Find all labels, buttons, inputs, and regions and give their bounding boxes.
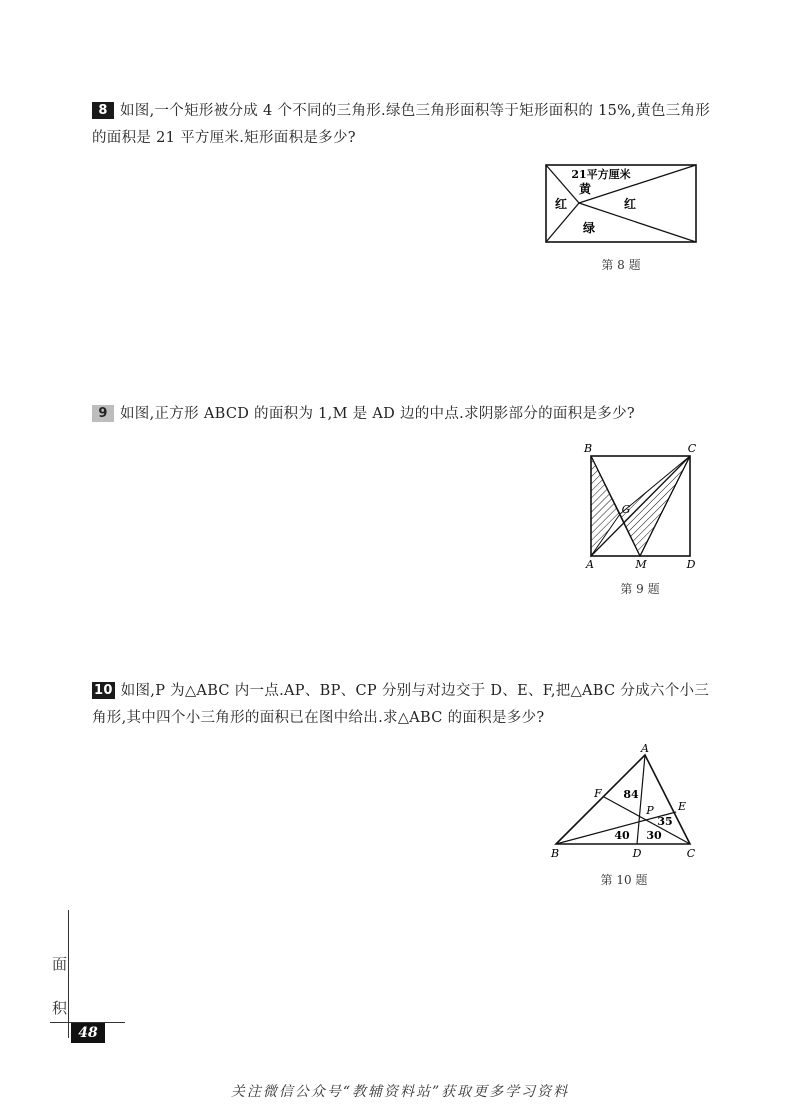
label-E: E bbox=[677, 800, 687, 813]
footer-notice: 关注微信公众号“教辅资料站”获取更多学习资料 bbox=[230, 1084, 570, 1100]
label-M: M bbox=[635, 558, 647, 571]
side-char-mian: 面 bbox=[52, 955, 68, 973]
page-number: 48 bbox=[71, 1023, 105, 1043]
problem-8-text bbox=[92, 98, 712, 152]
label-red-right: 红 bbox=[623, 197, 637, 211]
label-D: D bbox=[632, 847, 642, 860]
label-red-left: 红 bbox=[554, 197, 568, 211]
problem-number-8: 8 bbox=[92, 102, 114, 119]
label-B: B bbox=[583, 442, 593, 455]
area-40: 40 bbox=[614, 829, 630, 842]
label-P: P bbox=[646, 804, 654, 817]
label-yellow: 黄 bbox=[578, 182, 592, 196]
figure-9-square bbox=[580, 440, 705, 570]
area-84: 84 bbox=[623, 788, 639, 801]
problem-9 bbox=[92, 401, 712, 428]
label-D: D bbox=[686, 558, 696, 571]
caption-9: 第 9 题 bbox=[620, 582, 660, 596]
area-35: 35 bbox=[657, 815, 673, 828]
problem-9-text bbox=[92, 401, 712, 428]
problem-number-9: 9 bbox=[92, 405, 114, 422]
problem-10-body: 如图,P 为△ABC 内一点.AP、BP、CP 分别与对边交于 D、E、F,把△ABC 分成六个小三角形,其中四个小三角形的面积已在图中给出.求△ABC 的面积是多少? bbox=[92, 683, 710, 726]
problem-8-body: 如图,一个矩形被分成 4 个不同的三角形.绿色三角形面积等于矩形面积的 15%,黄色三角形的面积是 21 平方厘米.矩形面积是多少? bbox=[92, 103, 711, 146]
problem-10 bbox=[92, 678, 712, 732]
caption-10: 第 10 题 bbox=[600, 873, 648, 887]
caption-8: 第 8 题 bbox=[601, 258, 641, 272]
label-C: C bbox=[686, 847, 696, 860]
label-F: F bbox=[594, 787, 602, 800]
label-green: 绿 bbox=[582, 221, 596, 235]
problem-9-body: 如图,正方形 ABCD 的面积为 1,M 是 AD 边的中点.求阴影部分的面积是多少? bbox=[120, 406, 635, 422]
side-vertical-rule bbox=[68, 910, 69, 1038]
label-B: B bbox=[550, 847, 560, 860]
label-G: G bbox=[621, 503, 631, 516]
problem-number-10: 10 bbox=[94, 683, 113, 698]
label-21-area: 21平方厘米 bbox=[571, 168, 631, 181]
figure-10-triangle bbox=[545, 740, 705, 865]
problem-8 bbox=[92, 98, 712, 152]
label-C: C bbox=[687, 442, 697, 455]
side-char-ji: 积 bbox=[52, 999, 68, 1017]
label-A: A bbox=[641, 742, 649, 755]
figure-8-rectangle bbox=[540, 160, 700, 250]
label-A: A bbox=[586, 558, 594, 571]
area-30: 30 bbox=[646, 829, 662, 842]
problem-10-text bbox=[92, 678, 712, 732]
